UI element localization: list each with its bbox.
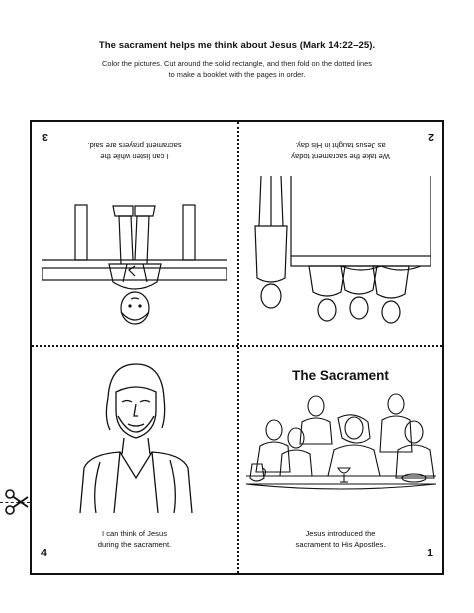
instructions [0,58,474,80]
page-4-caption-line-1: I can think of Jesus [101,529,167,538]
page-title: The sacrament helps me think about Jesus (Mark 14:22–25). [98,40,376,51]
page-4-caption [32,529,237,550]
page-2-number: 2 [428,131,434,143]
page-2-panel [238,122,443,344]
sacrament-meeting-illustration [251,176,431,326]
page-1-caption-line-1: Jesus introduced the [305,529,376,538]
child-listening-illustration [42,176,227,326]
scissors-icon [4,488,30,521]
page-3-caption-line-2: sacrament prayers are said. [87,141,182,151]
page-4-panel [32,346,237,568]
page-2-caption-line-1: We take the sacrament today [291,152,390,161]
page-1-number: 1 [427,547,433,559]
instructions-line-1: Color the pictures. Cut around the solid rectangle, and then fold on the dotted lines [102,59,372,68]
page-1-panel [238,346,443,568]
page-1-caption [238,529,443,550]
page-2-caption [238,140,443,161]
page-3-caption [32,140,237,161]
page-3-caption-line-1: I can listen while the [100,152,169,161]
page-2-caption-line-2: as Jesus taught in His day. [295,141,386,151]
page-1-caption-line-2: sacrament to His Apostles. [295,539,386,549]
last-supper-illustration [246,392,436,507]
instructions-line-2: to make a booklet with the pages in order. [168,70,306,79]
page-4-number: 4 [41,547,47,559]
page-3-panel [32,122,237,344]
page-3-number: 3 [42,131,48,143]
jesus-portrait-illustration [70,358,200,513]
page-1-heading: The Sacrament [292,368,389,383]
page-4-caption-line-2: during the sacrament. [97,539,172,549]
